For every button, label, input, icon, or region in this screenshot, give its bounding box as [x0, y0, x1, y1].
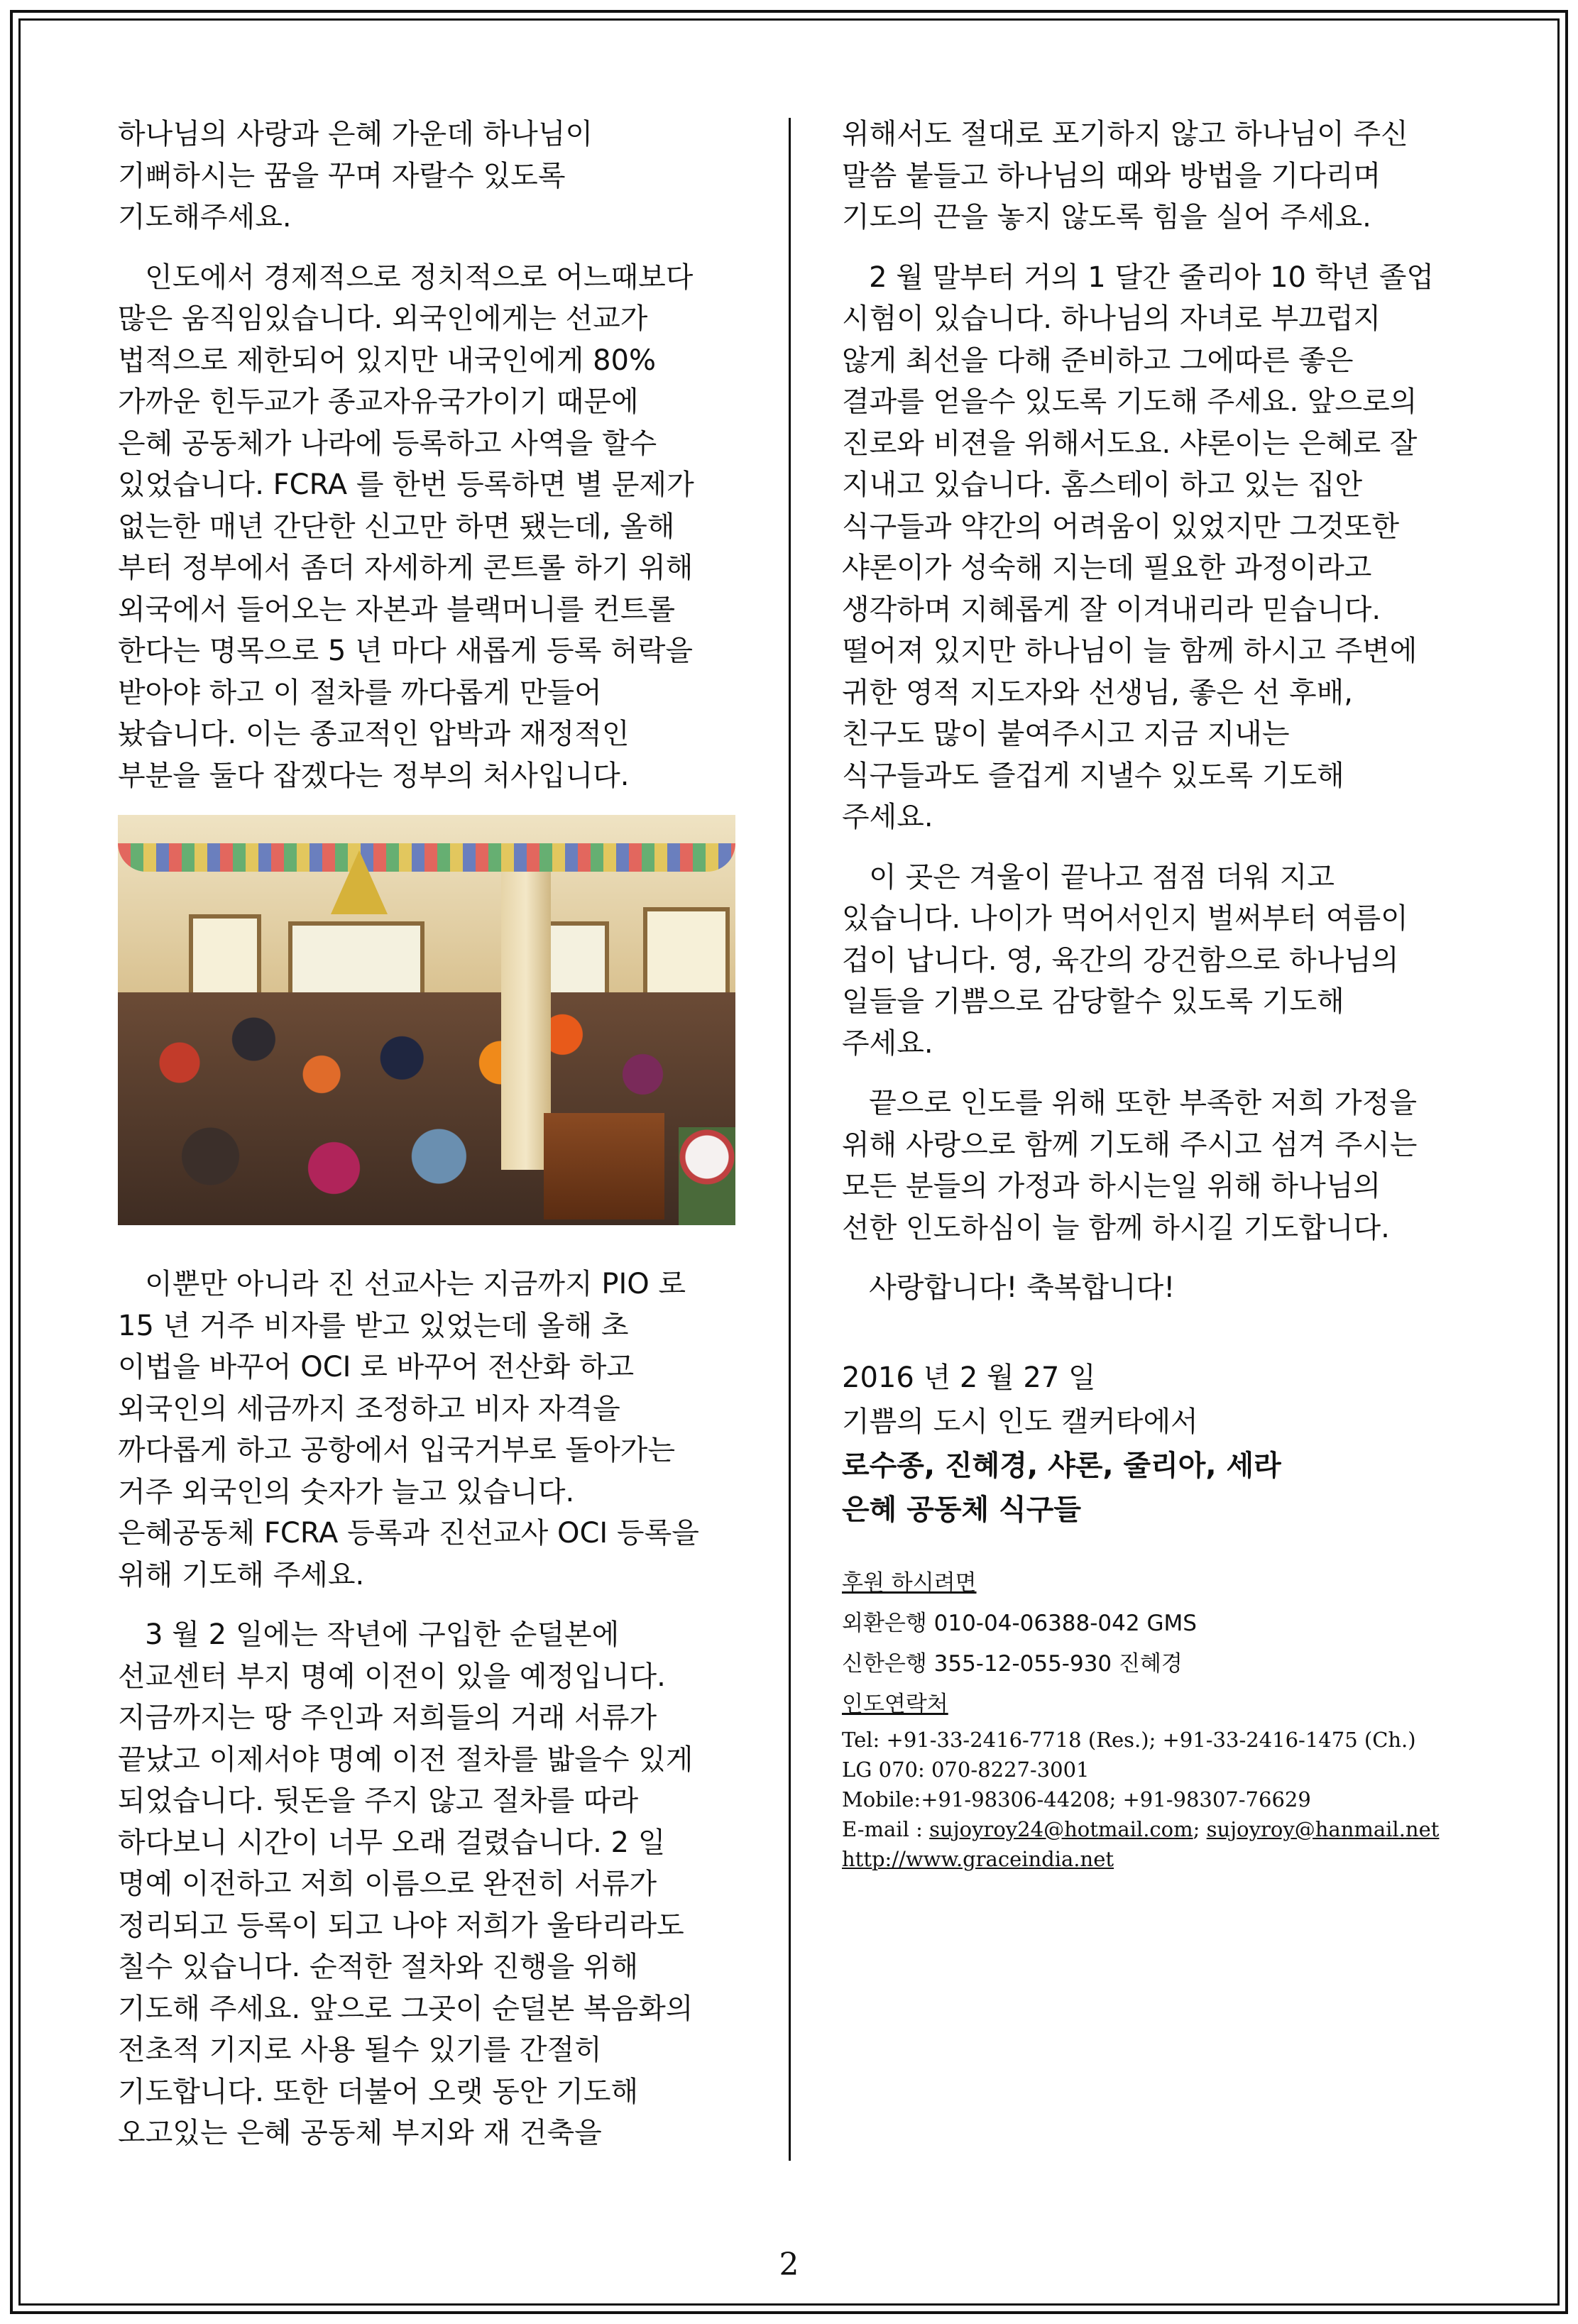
text-line: 결과를 얻을수 있도록 기도해 주세요. 앞으로의 — [842, 385, 1418, 418]
paragraph — [118, 257, 743, 797]
text-line: 주세요. — [842, 1026, 933, 1060]
bank-account-1: 외환은행 010-04-06388-042 GMS — [842, 1610, 1197, 1636]
text-line: 있었습니다. FCRA 를 한번 등록하면 별 문제가 — [118, 468, 694, 501]
text-line: 이 곳은 겨울이 끝나고 점점 더워 지고 — [842, 860, 1335, 894]
text-line: 부터 정부에서 좀더 자세하게 콘트롤 하기 위해 — [118, 552, 694, 584]
text-line: 시험이 있습니다. 하나님의 자녀로 부끄럽지 — [842, 302, 1381, 335]
paragraph — [842, 114, 1467, 239]
text-line: 위해 기도해 주세요. — [118, 1558, 365, 1591]
text-line: 하나님의 사랑과 은혜 가운데 하나님이 — [118, 118, 593, 150]
text-line: 기도해주세요. — [118, 201, 292, 234]
column-divider — [789, 118, 791, 2161]
text-line: 선교센터 부지 명예 이전이 있을 예정입니다. — [118, 1660, 666, 1693]
text-line: 명예 이전하고 저희 이름으로 완전히 서류가 — [118, 1868, 657, 1900]
contact-details — [842, 1725, 1467, 1874]
signoff-date: 2016 년 2 월 27 일 — [842, 1361, 1096, 1394]
signoff-place: 기쁨의 도시 인도 캘커타에서 — [842, 1405, 1198, 1438]
email-label: E-mail : — [842, 1816, 930, 1841]
text-line: 까다롭게 하고 공항에서 입국거부로 돌아가는 — [118, 1434, 676, 1467]
text-line: 없는한 매년 간단한 신고만 하면 됐는데, 올해 — [118, 510, 675, 543]
text-line: 은혜 공동체가 나라에 등록하고 사역을 할수 — [118, 427, 657, 460]
signoff-names: 로수종, 진혜경, 샤론, 줄리아, 세라 — [842, 1449, 1281, 1482]
text-line: 오고있는 은혜 공동체 부지와 재 건축을 — [118, 2117, 602, 2149]
text-line: 식구들과도 즐겁게 지낼수 있도록 기도해 — [842, 759, 1344, 792]
text-line: 진로와 비젼을 위해서도요. 샤론이는 은혜로 잘 — [842, 427, 1418, 460]
text-line: 지금까지는 땅 주인과 저희들의 거래 서류가 — [118, 1701, 657, 1734]
email-link-2[interactable]: sujoyroy@hanmail.net — [1206, 1816, 1440, 1841]
text-line: 가까운 힌두교가 종교자유국가이기 때문에 — [118, 385, 639, 418]
text-line: 받아야 하고 이 절차를 까다롭게 만들어 — [118, 676, 602, 709]
text-line: 이뿐만 아니라 진 선교사는 지금까지 PIO 로 — [118, 1268, 686, 1300]
text-line: 말씀 붙들고 하나님의 때와 방법을 기다리며 — [842, 159, 1381, 192]
text-line: 선한 인도하심이 늘 함께 하시길 기도합니다. — [842, 1211, 1390, 1244]
text-line: 위해서도 절대로 포기하지 않고 하나님이 주신 — [842, 118, 1408, 150]
text-line: 샤론이가 성숙해 지는데 필요한 과정이라고 — [842, 552, 1372, 584]
support-info — [842, 1563, 1467, 1874]
paragraph — [118, 1614, 743, 2154]
text-line: 기도합니다. 또한 더불어 오랫 동안 기도해 — [118, 2075, 639, 2108]
text-line: 부분을 둘다 잡겠다는 정부의 처사입니다. — [118, 759, 630, 792]
text-line: 끝으로 인도를 위해 또한 부족한 저희 가정을 — [842, 1087, 1417, 1119]
text-line: 인도에서 경제적으로 정치적으로 어느때보다 — [118, 261, 694, 294]
text-line: 모든 분들의 가정과 하시는일 위해 하나님의 — [842, 1170, 1381, 1202]
text-line: 사랑합니다! 축복합니다! — [842, 1271, 1176, 1304]
text-line: 전초적 기지로 사용 될수 있기를 간절히 — [118, 2034, 602, 2066]
left-column — [118, 114, 743, 2173]
text-line: 떨어져 있지만 하나님이 늘 함께 하시고 주변에 — [842, 635, 1418, 667]
text-line: 15 년 거주 비자를 받고 있었는데 올해 초 — [118, 1309, 629, 1342]
text-line: 정리되고 등록이 되고 나야 저희가 울타리라도 — [118, 1909, 684, 1942]
contact-heading: 인도연락처 — [842, 1691, 948, 1717]
text-line: 기도해 주세요. 앞으로 그곳이 순덜본 복음화의 — [118, 1992, 694, 2025]
text-line: 식구들과 약간의 어려움이 있었지만 그것또한 — [842, 510, 1400, 543]
paragraph — [842, 857, 1467, 1065]
paragraph — [118, 1264, 743, 1596]
paragraph — [842, 1267, 1467, 1309]
mobile: Mobile:+91-98306-44208; +91-98307-76629 — [842, 1787, 1311, 1811]
text-line: 되었습니다. 뒷돈을 주지 않고 절차를 따라 — [118, 1785, 639, 1817]
worship-photo — [118, 815, 735, 1225]
text-line: 많은 움직임있습니다. 외국인에게는 선교가 — [118, 302, 648, 335]
text-line: 생각하며 지혜롭게 잘 이겨내리라 믿습니다. — [842, 593, 1381, 626]
text-line: 은혜공동체 FCRA 등록과 진선교사 OCI 등록을 — [118, 1517, 699, 1550]
text-line: 있습니다. 나이가 먹어서인지 벌써부터 여름이 — [842, 902, 1408, 935]
text-line: 놨습니다. 이는 종교적인 압박과 재정적인 — [118, 718, 630, 750]
paragraph — [118, 114, 743, 239]
signoff-community: 은혜 공동체 식구들 — [842, 1493, 1081, 1526]
text-line: 법적으로 제한되어 있지만 내국인에게 80% — [118, 344, 657, 377]
text-line: 이법을 바꾸어 OCI 로 바꾸어 전산화 하고 — [118, 1351, 635, 1383]
text-line: 거주 외국인의 숫자가 늘고 있습니다. — [118, 1475, 575, 1508]
text-line: 칠수 있습니다. 순적한 절차와 진행을 위해 — [118, 1951, 639, 1983]
text-line: 외국인의 세금까지 조정하고 비자 자격을 — [118, 1392, 620, 1425]
text-line: 위해 사랑으로 함께 기도해 주시고 섬겨 주시는 — [842, 1128, 1418, 1161]
text-line: 귀한 영적 지도자와 선생님, 좋은 선 후배, — [842, 676, 1353, 709]
text-line: 하다보니 시간이 너무 오래 걸렸습니다. 2 일 — [118, 1826, 666, 1859]
text-line: 친구도 많이 붙여주시고 지금 지내는 — [842, 718, 1290, 750]
text-line: 끝났고 이제서야 명예 이전 절차를 밟을수 있게 — [118, 1743, 694, 1776]
email-line — [842, 1814, 1467, 1844]
email-link-1[interactable]: sujoyroy24@hotmail.com — [929, 1816, 1193, 1841]
text-line: 않게 최선을 다해 준비하고 그에따른 좋은 — [842, 344, 1354, 377]
paragraph — [842, 1082, 1467, 1249]
email-separator: ; — [1193, 1816, 1207, 1841]
bank-account-2: 신한은행 355-12-055-930 진혜경 — [842, 1650, 1183, 1677]
website-link[interactable]: http://www.graceindia.net — [842, 1846, 1114, 1871]
paragraph — [842, 257, 1467, 838]
right-column — [842, 114, 1467, 1874]
text-line: 3 월 2 일에는 작년에 구입한 순덜본에 — [118, 1618, 620, 1651]
text-line: 일들을 기쁨으로 감당할수 있도록 기도해 — [842, 985, 1344, 1018]
text-line: 기뻐하시는 꿈을 꾸며 자랄수 있도록 — [118, 159, 566, 192]
text-line: 주세요. — [842, 801, 933, 833]
signoff — [842, 1356, 1467, 1532]
text-line: 한다는 명목으로 5 년 마다 새롭게 등록 허락을 — [118, 635, 693, 667]
support-heading: 후원 하시려면 — [842, 1569, 977, 1596]
page-number: 2 — [779, 2247, 799, 2283]
text-line: 2 월 말부터 거의 1 달간 줄리아 10 학년 졸업 — [842, 261, 1434, 294]
text-line: 외국에서 들어오는 자본과 블랙머니를 컨트롤 — [118, 593, 676, 626]
lg-phone: LG 070: 070-8227-3001 — [842, 1757, 1090, 1782]
text-line: 기도의 끈을 놓지 않도록 힘을 실어 주세요. — [842, 201, 1371, 234]
text-line: 지내고 있습니다. 홈스테이 하고 있는 집안 — [842, 468, 1363, 501]
text-line: 겁이 납니다. 영, 육간의 강건함으로 하나님의 — [842, 943, 1399, 977]
telephone: Tel: +91-33-2416-7718 (Res.); +91-33-2416-1475 (Ch.) — [842, 1727, 1416, 1752]
